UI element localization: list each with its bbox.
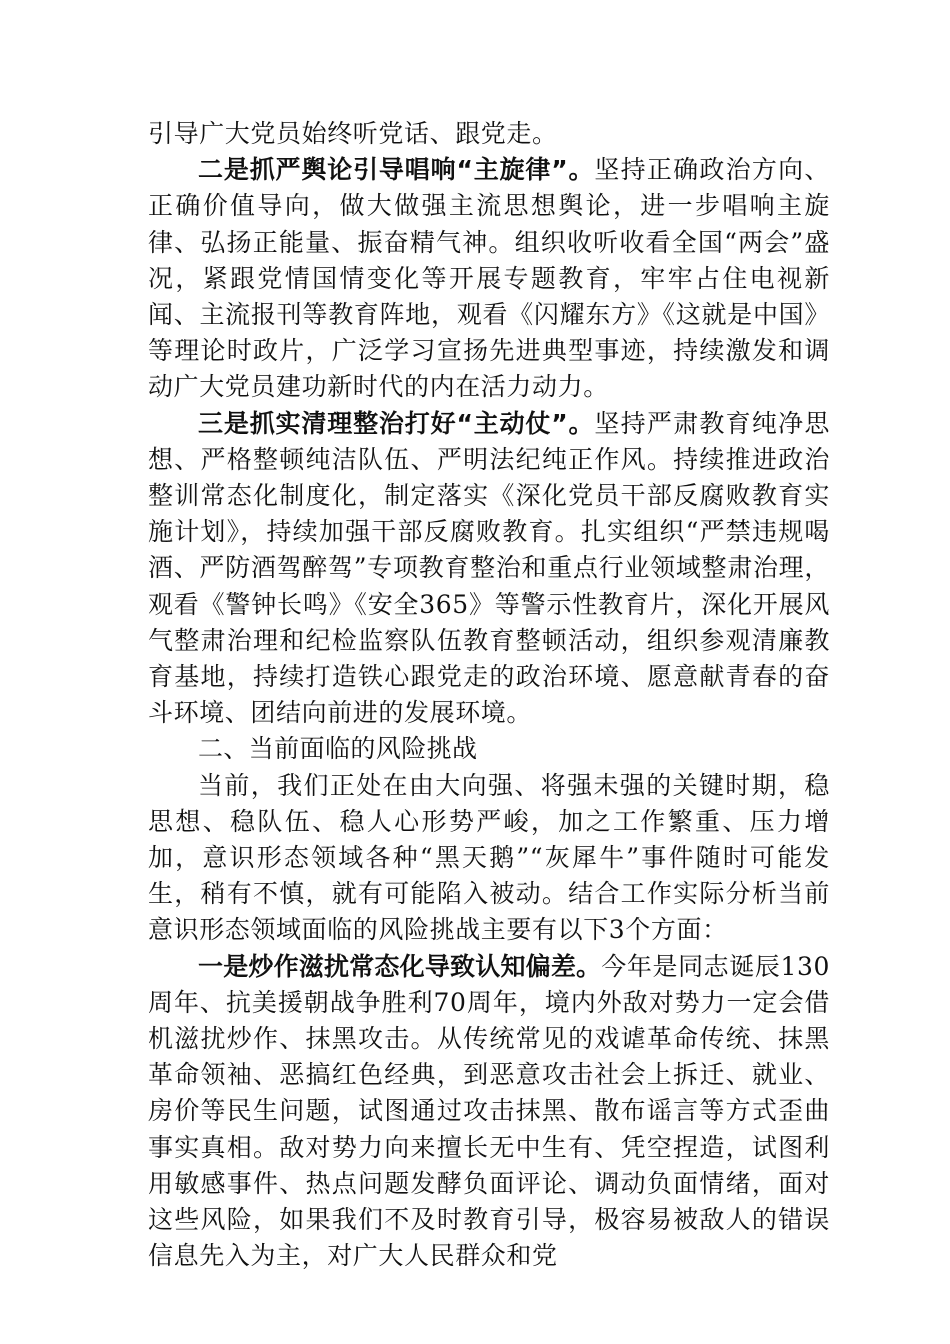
paragraph-lead-bold: 一是炒作滋扰常态化导致认知偏差。: [198, 951, 602, 981]
paragraph-text: 今年是同志诞辰130周年、抗美援朝战争胜利70周年，境内外敌对势力一定会借机滋扰炒作、抹黑攻击。从传统常见的戏谑革命传统、抹黑革命领袖、恶搞红色经典，到恶意攻击社会上拆迁、就业、房价等民生问题，试图通过攻击抹黑、散布谣言等方式歪曲事实真相。敌对势力向来擅长无中生有、凭空捏造，试图利用敏感事件、热点问题发酵负面评论、调动负面情绪，面对这些风险，如果我们不及时教育引导，极容易被敌人的错误信息先入为主，对广大人民群众和党: [148, 951, 831, 1271]
paragraph-text: 坚持正确政治方向、正确价值导向，做大做强主流思想舆论，进一步唱响主旋律、弘扬正能量、振奋精气神。组织收听收看全国“两会”盛况，紧跟党情国情变化等开展专题教育，牢牢占住电视新闻、主流报刊等教育阵地，观看《闪耀东方》《这就是中国》等理论时政片，广泛学习宣扬先进典型事迹，持续激发和调动广大党员建功新时代的内在活力动力。: [148, 155, 830, 402]
paragraph-risk-overview: [148, 768, 830, 949]
paragraph-continuation: [148, 116, 830, 152]
paragraph-text: 当前，我们正处在由大向强、将强未强的关键时期，稳思想、稳队伍、稳人心形势严峻，加之工作繁重、压力增加，意识形态领域各种“黑天鹅”“灰犀牛”事件随时可能发生，稍有不慎，就有可能陷入被动。结合工作实际分析当前意识形态领域面临的风险挑战主要有以下3个方面：: [148, 770, 830, 945]
section-heading: [148, 731, 830, 767]
paragraph-lead-bold: 二是抓严舆论引导唱响“主旋律”。: [198, 155, 595, 185]
section-heading-text: 二、当前面临的风险挑战: [198, 734, 478, 764]
paragraph-public-opinion: [148, 152, 830, 405]
paragraph-text: 引导广大党员始终听党话、跟党走。: [148, 119, 558, 148]
paragraph-rectification: [148, 406, 830, 732]
paragraph-risk-one: [148, 949, 830, 1275]
paragraph-lead-bold: 三是抓实清理整治打好“主动仗”。: [198, 408, 595, 438]
paragraph-text: 坚持严肃教育纯净思想、严格整顿纯洁队伍、严明法纪纯正作风。持续推进政治整训常态化制度化，制定落实《深化党员干部反腐败教育实施计划》，持续加强干部反腐败教育。扎实组织“严禁违规喝酒、严防酒驾醉驾”专项教育整治和重点行业领域整肃治理，观看《警钟长鸣》《安全365》等警示性教育片，深化开展风气整肃治理和纪检监察队伍教育整顿活动，组织参观清廉教育基地，持续打造铁心跟党走的政治环境、愿意献青春的奋斗环境、团结向前进的发展环境。: [148, 408, 830, 728]
document-body: [148, 116, 830, 1275]
